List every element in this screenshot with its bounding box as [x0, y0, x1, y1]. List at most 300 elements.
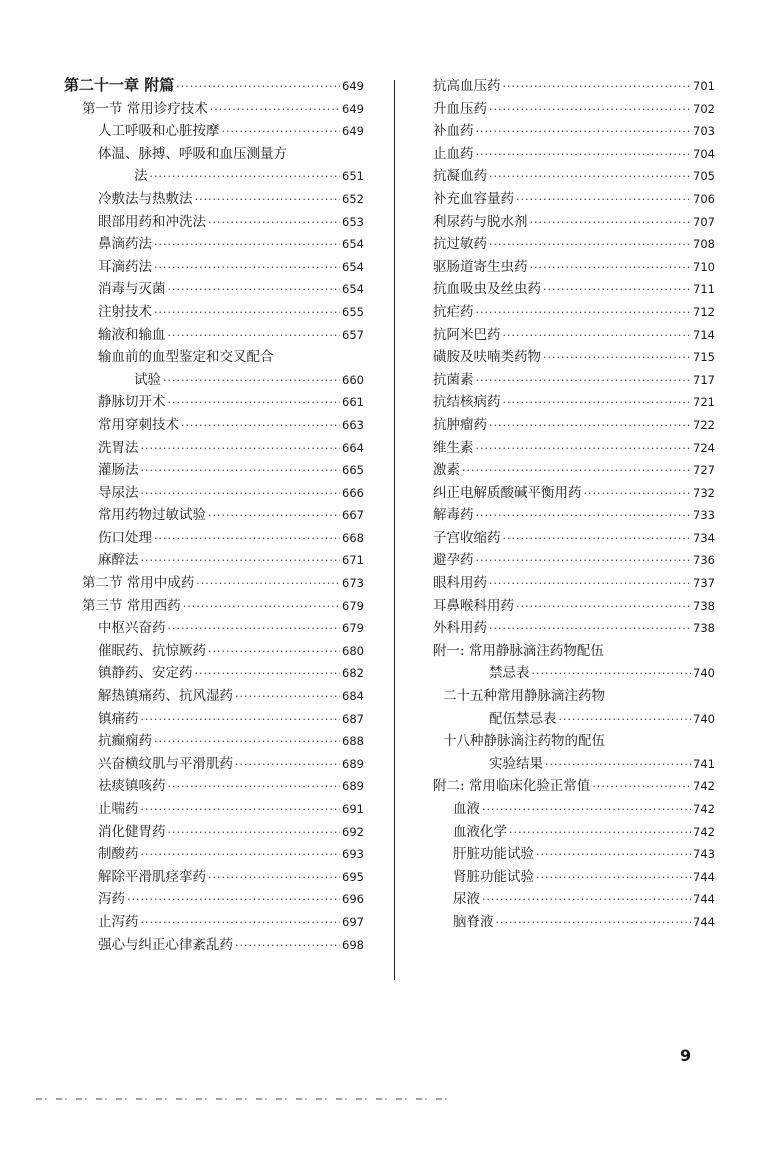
- toc-entry-page: 721: [693, 395, 715, 410]
- toc-entry-title: 抗血吸虫及丝虫药: [433, 281, 541, 298]
- dot-leader: [532, 667, 692, 680]
- toc-entry-title: 配伍禁忌表: [489, 710, 557, 727]
- scan-artifact-line: [36, 1098, 456, 1100]
- toc-entry: [64, 820, 364, 843]
- dot-leader: [195, 193, 341, 206]
- toc-entry-title: 制酸药: [98, 846, 139, 863]
- toc-entry-page: 652: [342, 191, 364, 206]
- toc-entry-page: 653: [342, 214, 364, 229]
- toc-entry-page: 649: [342, 124, 364, 139]
- toc-entry-page: 688: [342, 734, 364, 749]
- toc-entry-page: 744: [693, 892, 715, 907]
- toc-entry: [433, 119, 715, 142]
- toc-entry-title: 抗高血压药: [433, 78, 501, 94]
- dot-leader: [168, 396, 341, 409]
- toc-entry-title: 磺胺及呋喃类药物: [433, 349, 541, 366]
- toc-entry: [64, 210, 364, 233]
- dot-leader: [543, 351, 691, 364]
- toc-entry-title: 眼科用药: [433, 575, 487, 592]
- toc-entry-title: 催眠药、抗惊厥药: [98, 642, 206, 659]
- dot-leader: [208, 216, 340, 229]
- toc-entry-page: 660: [342, 372, 364, 387]
- toc-entry-title: 十八种静脉滴注药物的配伍: [443, 733, 605, 750]
- toc-entry-page: 668: [342, 530, 364, 545]
- toc-entry: [433, 97, 715, 120]
- toc-entry-title: 导尿法: [98, 484, 139, 501]
- dot-leader: [168, 283, 341, 296]
- toc-entry-page: 703: [693, 124, 715, 139]
- toc-entry-page: 695: [342, 869, 364, 884]
- toc-entry-page: 671: [342, 553, 364, 568]
- toc-entry-title: 体温、脉搏、呼吸和血压测量方: [98, 145, 287, 162]
- toc-entry-page: 706: [693, 191, 715, 206]
- toc-entry: [64, 661, 364, 684]
- toc-entry-page: 707: [693, 214, 715, 229]
- toc-entry: [64, 887, 364, 910]
- dot-leader: [476, 148, 692, 161]
- dot-leader: [503, 532, 692, 545]
- dot-leader: [208, 645, 340, 658]
- toc-entry-page: 714: [693, 327, 715, 342]
- toc-entry-page: 697: [342, 914, 364, 929]
- toc-entry-title: 麻醉法: [98, 552, 139, 569]
- toc-entry-title: 肝脏功能试验: [453, 846, 534, 863]
- toc-entry-title: 耳滴药法: [98, 258, 152, 275]
- toc-entry-title: 激素: [433, 462, 460, 479]
- dot-leader: [489, 577, 691, 590]
- toc-entry-title: 血液化学: [453, 823, 507, 840]
- toc-entry: [64, 74, 364, 97]
- toc-entry-page: 734: [693, 530, 715, 545]
- dot-leader: [482, 803, 691, 816]
- toc-entry: [433, 661, 715, 684]
- column-divider: [394, 80, 395, 980]
- toc-entry-title: 纠正电解质酸碱平衡用药: [433, 484, 582, 501]
- toc-entry: [64, 752, 364, 775]
- toc-entry-title: 镇痛药: [98, 710, 139, 727]
- dot-leader: [509, 826, 691, 839]
- toc-entry-title: 灌肠法: [98, 462, 139, 479]
- toc-entry-title: 第三节 常用西药: [82, 597, 181, 614]
- toc-entry-page: 712: [693, 304, 715, 319]
- toc-entry: [64, 616, 364, 639]
- dot-leader: [536, 871, 691, 884]
- toc-entry-title: 补血药: [433, 123, 474, 140]
- toc-entry-title: 解除平滑肌痉挛药: [98, 868, 206, 885]
- toc-entry: [433, 707, 715, 730]
- toc-entry-page: 737: [693, 576, 715, 591]
- toc-entry-page: 701: [693, 79, 715, 93]
- toc-entry: [433, 187, 715, 210]
- toc-entry-page: 704: [693, 146, 715, 161]
- toc-entry-page: 715: [693, 350, 715, 365]
- dot-leader: [141, 713, 341, 726]
- dot-leader: [141, 803, 341, 816]
- dot-leader: [141, 916, 341, 929]
- toc-entry-title: 中枢兴奋药: [98, 620, 166, 637]
- toc-entry-page: 654: [342, 259, 364, 274]
- toc-entry-page: 651: [342, 169, 364, 184]
- toc-entry-title: 抗菌素: [433, 371, 474, 388]
- toc-entry: [64, 187, 364, 210]
- toc-entry-title: 子宫收缩药: [433, 529, 501, 546]
- toc-entry: [64, 119, 364, 142]
- toc-entry: [64, 300, 364, 323]
- toc-entry: [433, 887, 715, 910]
- toc-entry: [433, 639, 715, 662]
- dot-leader: [462, 464, 691, 477]
- toc-entry-page: 679: [342, 621, 364, 636]
- dot-leader: [536, 848, 691, 861]
- toc-entry: [64, 594, 364, 617]
- toc-entry: [64, 684, 364, 707]
- toc-entry-page: 742: [693, 779, 715, 794]
- toc-entry: [433, 684, 715, 707]
- toc-entry: [433, 842, 715, 865]
- toc-entry-title: 祛痰镇咳药: [98, 778, 166, 795]
- toc-entry-title: 耳鼻喉科用药: [433, 597, 514, 614]
- toc-entry-title: 外科用药: [433, 620, 487, 637]
- toc-entry-page: 661: [342, 395, 364, 410]
- toc-entry: [64, 933, 364, 956]
- toc-entry: [433, 368, 715, 391]
- toc-entry-page: 692: [342, 824, 364, 839]
- toc-entry-title: 抗过敏药: [433, 236, 487, 253]
- toc-entry-title: 常用穿刺技术: [98, 416, 179, 433]
- toc-entry: [433, 164, 715, 187]
- dot-leader: [584, 487, 692, 500]
- dot-leader: [503, 329, 692, 342]
- dot-leader: [196, 577, 340, 590]
- toc-entry-page: 649: [342, 101, 364, 116]
- toc-entry-page: 702: [693, 101, 715, 116]
- toc-entry-page: 666: [342, 485, 364, 500]
- toc-entry-title: 解毒药: [433, 507, 474, 524]
- dot-leader: [210, 103, 340, 116]
- toc-entry-page: 708: [693, 237, 715, 252]
- toc-entry: [64, 232, 364, 255]
- dot-leader: [183, 600, 340, 613]
- dot-leader: [476, 554, 692, 567]
- toc-entry-title: 避孕药: [433, 552, 474, 569]
- toc-left-column: [64, 74, 364, 955]
- toc-entry-title: 抗疟药: [433, 303, 474, 320]
- dot-leader: [476, 125, 692, 138]
- toc-entry: [64, 707, 364, 730]
- toc-entry-title: 常用药物过敏试验: [98, 507, 206, 524]
- dot-leader: [208, 509, 340, 522]
- toc-entry-title: 静脉切开术: [98, 394, 166, 411]
- toc-entry-page: 742: [693, 824, 715, 839]
- toc-entry-title: 肾脏功能试验: [453, 868, 534, 885]
- toc-entry-page: 710: [693, 259, 715, 274]
- toc-entry-title: 实验结果: [489, 755, 543, 772]
- toc-entry-page: 738: [693, 598, 715, 613]
- toc-entry-title: 利尿药与脱水剂: [433, 213, 528, 230]
- toc-entry-page: 717: [693, 372, 715, 387]
- toc-entry: [433, 548, 715, 571]
- toc-entry: [433, 729, 715, 752]
- dot-leader: [476, 442, 692, 455]
- toc-entry-title: 尿液: [453, 891, 480, 908]
- toc-entry-title: 输液和输血: [98, 326, 166, 343]
- toc-entry-title: 止血药: [433, 145, 474, 162]
- dot-leader: [141, 848, 341, 861]
- dot-leader: [222, 125, 341, 138]
- dot-leader: [168, 329, 341, 342]
- toc-entry: [64, 97, 364, 120]
- dot-leader: [154, 532, 340, 545]
- toc-entry-page: 654: [342, 282, 364, 297]
- toc-entry-title: 鼻滴药法: [98, 236, 152, 253]
- dot-leader: [592, 780, 691, 793]
- toc-entry-page: 667: [342, 508, 364, 523]
- dot-leader: [141, 464, 341, 477]
- toc-entry-title: 抗阿米巴药: [433, 326, 501, 343]
- toc-entry: [64, 526, 364, 549]
- toc-entry: [64, 277, 364, 300]
- dot-leader: [503, 80, 692, 93]
- toc-entry: [64, 842, 364, 865]
- dot-leader: [235, 690, 340, 703]
- dot-leader: [208, 871, 340, 884]
- toc-entry-page: 665: [342, 463, 364, 478]
- toc-entry-page: 664: [342, 440, 364, 455]
- toc-entry-page: 654: [342, 237, 364, 252]
- toc-entry: [433, 345, 715, 368]
- toc-entry-title: 抗癫痫药: [98, 733, 152, 750]
- toc-entry-page: 680: [342, 643, 364, 658]
- toc-entry-page: 724: [693, 440, 715, 455]
- toc-entry-title: 消化健胃药: [98, 823, 166, 840]
- dot-leader: [141, 554, 341, 567]
- toc-entry: [64, 548, 364, 571]
- toc-entry-page: 649: [342, 79, 364, 93]
- toc-entry-title: 兴奋横纹肌与平滑肌药: [98, 755, 233, 772]
- toc-entry-page: 742: [693, 802, 715, 816]
- toc-entry-page: 673: [342, 576, 364, 591]
- toc-entry: [433, 774, 715, 797]
- toc-entry-page: 740: [693, 711, 715, 726]
- toc-entry: [433, 571, 715, 594]
- toc-entry-title: 泻药: [98, 891, 125, 908]
- dot-leader: [559, 713, 692, 726]
- toc-entry: [64, 142, 364, 165]
- toc-entry: [433, 210, 715, 233]
- toc-entry-page: 733: [693, 508, 715, 523]
- dot-leader: [516, 600, 691, 613]
- toc-entry-title: 二十五种常用静脉滴注药物: [443, 688, 605, 705]
- toc-entry: [64, 345, 364, 368]
- toc-entry: [64, 458, 364, 481]
- toc-entry-page: 711: [693, 282, 715, 297]
- dot-leader: [496, 916, 692, 929]
- toc-entry: [433, 820, 715, 843]
- toc-entry-page: 738: [693, 621, 715, 636]
- toc-entry-title: 附二: 常用临床化验正常值: [433, 778, 591, 795]
- dot-leader: [489, 622, 691, 635]
- toc-entry: [433, 503, 715, 526]
- toc-entry-page: 744: [693, 914, 715, 929]
- toc-entry-page: 732: [693, 485, 715, 500]
- toc-entry-title: 解热镇痛药、抗风湿药: [98, 688, 233, 705]
- dot-leader: [154, 261, 340, 274]
- toc-entry: [64, 729, 364, 752]
- toc-entry: [64, 164, 364, 187]
- dot-leader: [127, 893, 340, 906]
- toc-entry-page: 655: [342, 304, 364, 319]
- toc-entry-title: 血液: [453, 801, 480, 817]
- toc-entry-page: 698: [342, 937, 364, 952]
- dot-leader: [476, 509, 692, 522]
- toc-entry-title: 冷敷法与热敷法: [98, 190, 193, 207]
- toc-entry: [64, 481, 364, 504]
- dot-leader: [516, 193, 691, 206]
- dot-leader: [168, 622, 341, 635]
- toc-entry-title: 止泻药: [98, 913, 139, 930]
- toc-entry-title: 试验: [134, 371, 161, 388]
- toc-entry-title: 第二十一章 附篇: [64, 76, 175, 94]
- dot-leader: [489, 103, 691, 116]
- dot-leader: [181, 419, 340, 432]
- toc-entry: [433, 323, 715, 346]
- toc-entry-title: 强心与纠正心律紊乱药: [98, 936, 233, 953]
- toc-entry: [433, 752, 715, 775]
- toc-entry: [433, 910, 715, 933]
- toc-entry-page: 743: [693, 847, 715, 862]
- toc-entry: [433, 526, 715, 549]
- toc-entry-page: 684: [342, 689, 364, 704]
- toc-entry-page: 693: [342, 847, 364, 862]
- toc-entry-title: 禁忌表: [489, 665, 530, 682]
- toc-entry-title: 维生素: [433, 439, 474, 456]
- dot-leader: [489, 170, 691, 183]
- dot-leader: [476, 374, 692, 387]
- toc-entry-title: 第二节 常用中成药: [82, 575, 195, 592]
- toc-entry: [64, 503, 364, 526]
- toc-right-column: [433, 74, 715, 933]
- dot-leader: [476, 306, 692, 319]
- toc-entry: [64, 571, 364, 594]
- toc-entry-title: 输血前的血型鉴定和交叉配合: [98, 349, 274, 366]
- toc-entry-title: 法: [134, 168, 148, 185]
- dot-leader: [530, 216, 692, 229]
- toc-entry: [64, 436, 364, 459]
- dot-leader: [545, 758, 691, 771]
- toc-entry-title: 伤口处理: [98, 529, 152, 546]
- toc-entry-page: 727: [693, 463, 715, 478]
- toc-entry: [433, 277, 715, 300]
- toc-entry-page: 705: [693, 169, 715, 184]
- toc-entry-title: 抗结核病药: [433, 394, 501, 411]
- page-number: 9: [680, 1046, 692, 1065]
- toc-entry: [64, 413, 364, 436]
- toc-entry-page: 741: [693, 756, 715, 771]
- dot-leader: [543, 283, 691, 296]
- toc-entry-title: 驱肠道寄生虫药: [433, 258, 528, 275]
- dot-leader: [154, 735, 340, 748]
- toc-entry-title: 抗凝血药: [433, 168, 487, 185]
- toc-entry: [433, 436, 715, 459]
- toc-entry: [64, 255, 364, 278]
- toc-entry-page: 687: [342, 711, 364, 726]
- dot-leader: [163, 374, 340, 387]
- toc-entry-page: 691: [342, 802, 364, 816]
- toc-entry-title: 镇静药、安定药: [98, 665, 193, 682]
- dot-leader: [235, 939, 340, 952]
- dot-leader: [176, 80, 340, 93]
- dot-leader: [141, 487, 341, 500]
- toc-entry-title: 抗肿瘤药: [433, 416, 487, 433]
- toc-entry-page: 722: [693, 417, 715, 432]
- toc-entry: [433, 616, 715, 639]
- toc-entry: [433, 481, 715, 504]
- dot-leader: [195, 667, 341, 680]
- toc-entry: [433, 232, 715, 255]
- toc-entry: [64, 323, 364, 346]
- toc-entry-page: 682: [342, 666, 364, 681]
- toc-entry-page: 657: [342, 327, 364, 342]
- toc-entry: [433, 458, 715, 481]
- toc-entry-title: 洗胃法: [98, 439, 139, 456]
- toc-entry-title: 眼部用药和冲洗法: [98, 213, 206, 230]
- dot-leader: [489, 238, 691, 251]
- toc-entry-title: 止喘药: [98, 801, 139, 817]
- toc-entry-page: 679: [342, 598, 364, 613]
- toc-entry-title: 注射技术: [98, 303, 152, 320]
- dot-leader: [168, 780, 341, 793]
- toc-entry: [64, 368, 364, 391]
- toc-entry: [433, 300, 715, 323]
- dot-leader: [503, 396, 692, 409]
- dot-leader: [168, 826, 341, 839]
- toc-entry: [433, 865, 715, 888]
- toc-entry: [64, 797, 364, 820]
- toc-entry: [433, 594, 715, 617]
- toc-entry-page: 689: [342, 756, 364, 771]
- dot-leader: [141, 442, 341, 455]
- dot-leader: [235, 758, 340, 771]
- toc-entry-title: 补充血容量药: [433, 190, 514, 207]
- toc-entry: [64, 865, 364, 888]
- toc-entry-title: 升血压药: [433, 100, 487, 117]
- dot-leader: [154, 238, 340, 251]
- toc-entry-title: 消毒与灭菌: [98, 281, 166, 298]
- toc-entry-page: 689: [342, 779, 364, 794]
- toc-entry: [64, 910, 364, 933]
- toc-entry: [64, 639, 364, 662]
- toc-entry: [64, 390, 364, 413]
- toc-entry: [433, 74, 715, 97]
- toc-entry-title: 附一: 常用静脉滴注药物配伍: [433, 642, 604, 659]
- toc-entry: [433, 255, 715, 278]
- toc-entry-title: 第一节 常用诊疗技术: [82, 100, 208, 117]
- dot-leader: [489, 419, 691, 432]
- toc-entry-page: 736: [693, 553, 715, 568]
- toc-entry-title: 人工呼吸和心脏按摩: [98, 123, 220, 140]
- toc-entry-page: 663: [342, 417, 364, 432]
- toc-entry: [64, 774, 364, 797]
- toc-entry: [433, 413, 715, 436]
- toc-entry-page: 696: [342, 892, 364, 907]
- toc-entry: [433, 797, 715, 820]
- toc-entry-page: 740: [693, 666, 715, 681]
- toc-entry-page: 744: [693, 869, 715, 884]
- dot-leader: [154, 306, 340, 319]
- toc-entry: [433, 142, 715, 165]
- dot-leader: [150, 170, 341, 183]
- dot-leader: [482, 893, 691, 906]
